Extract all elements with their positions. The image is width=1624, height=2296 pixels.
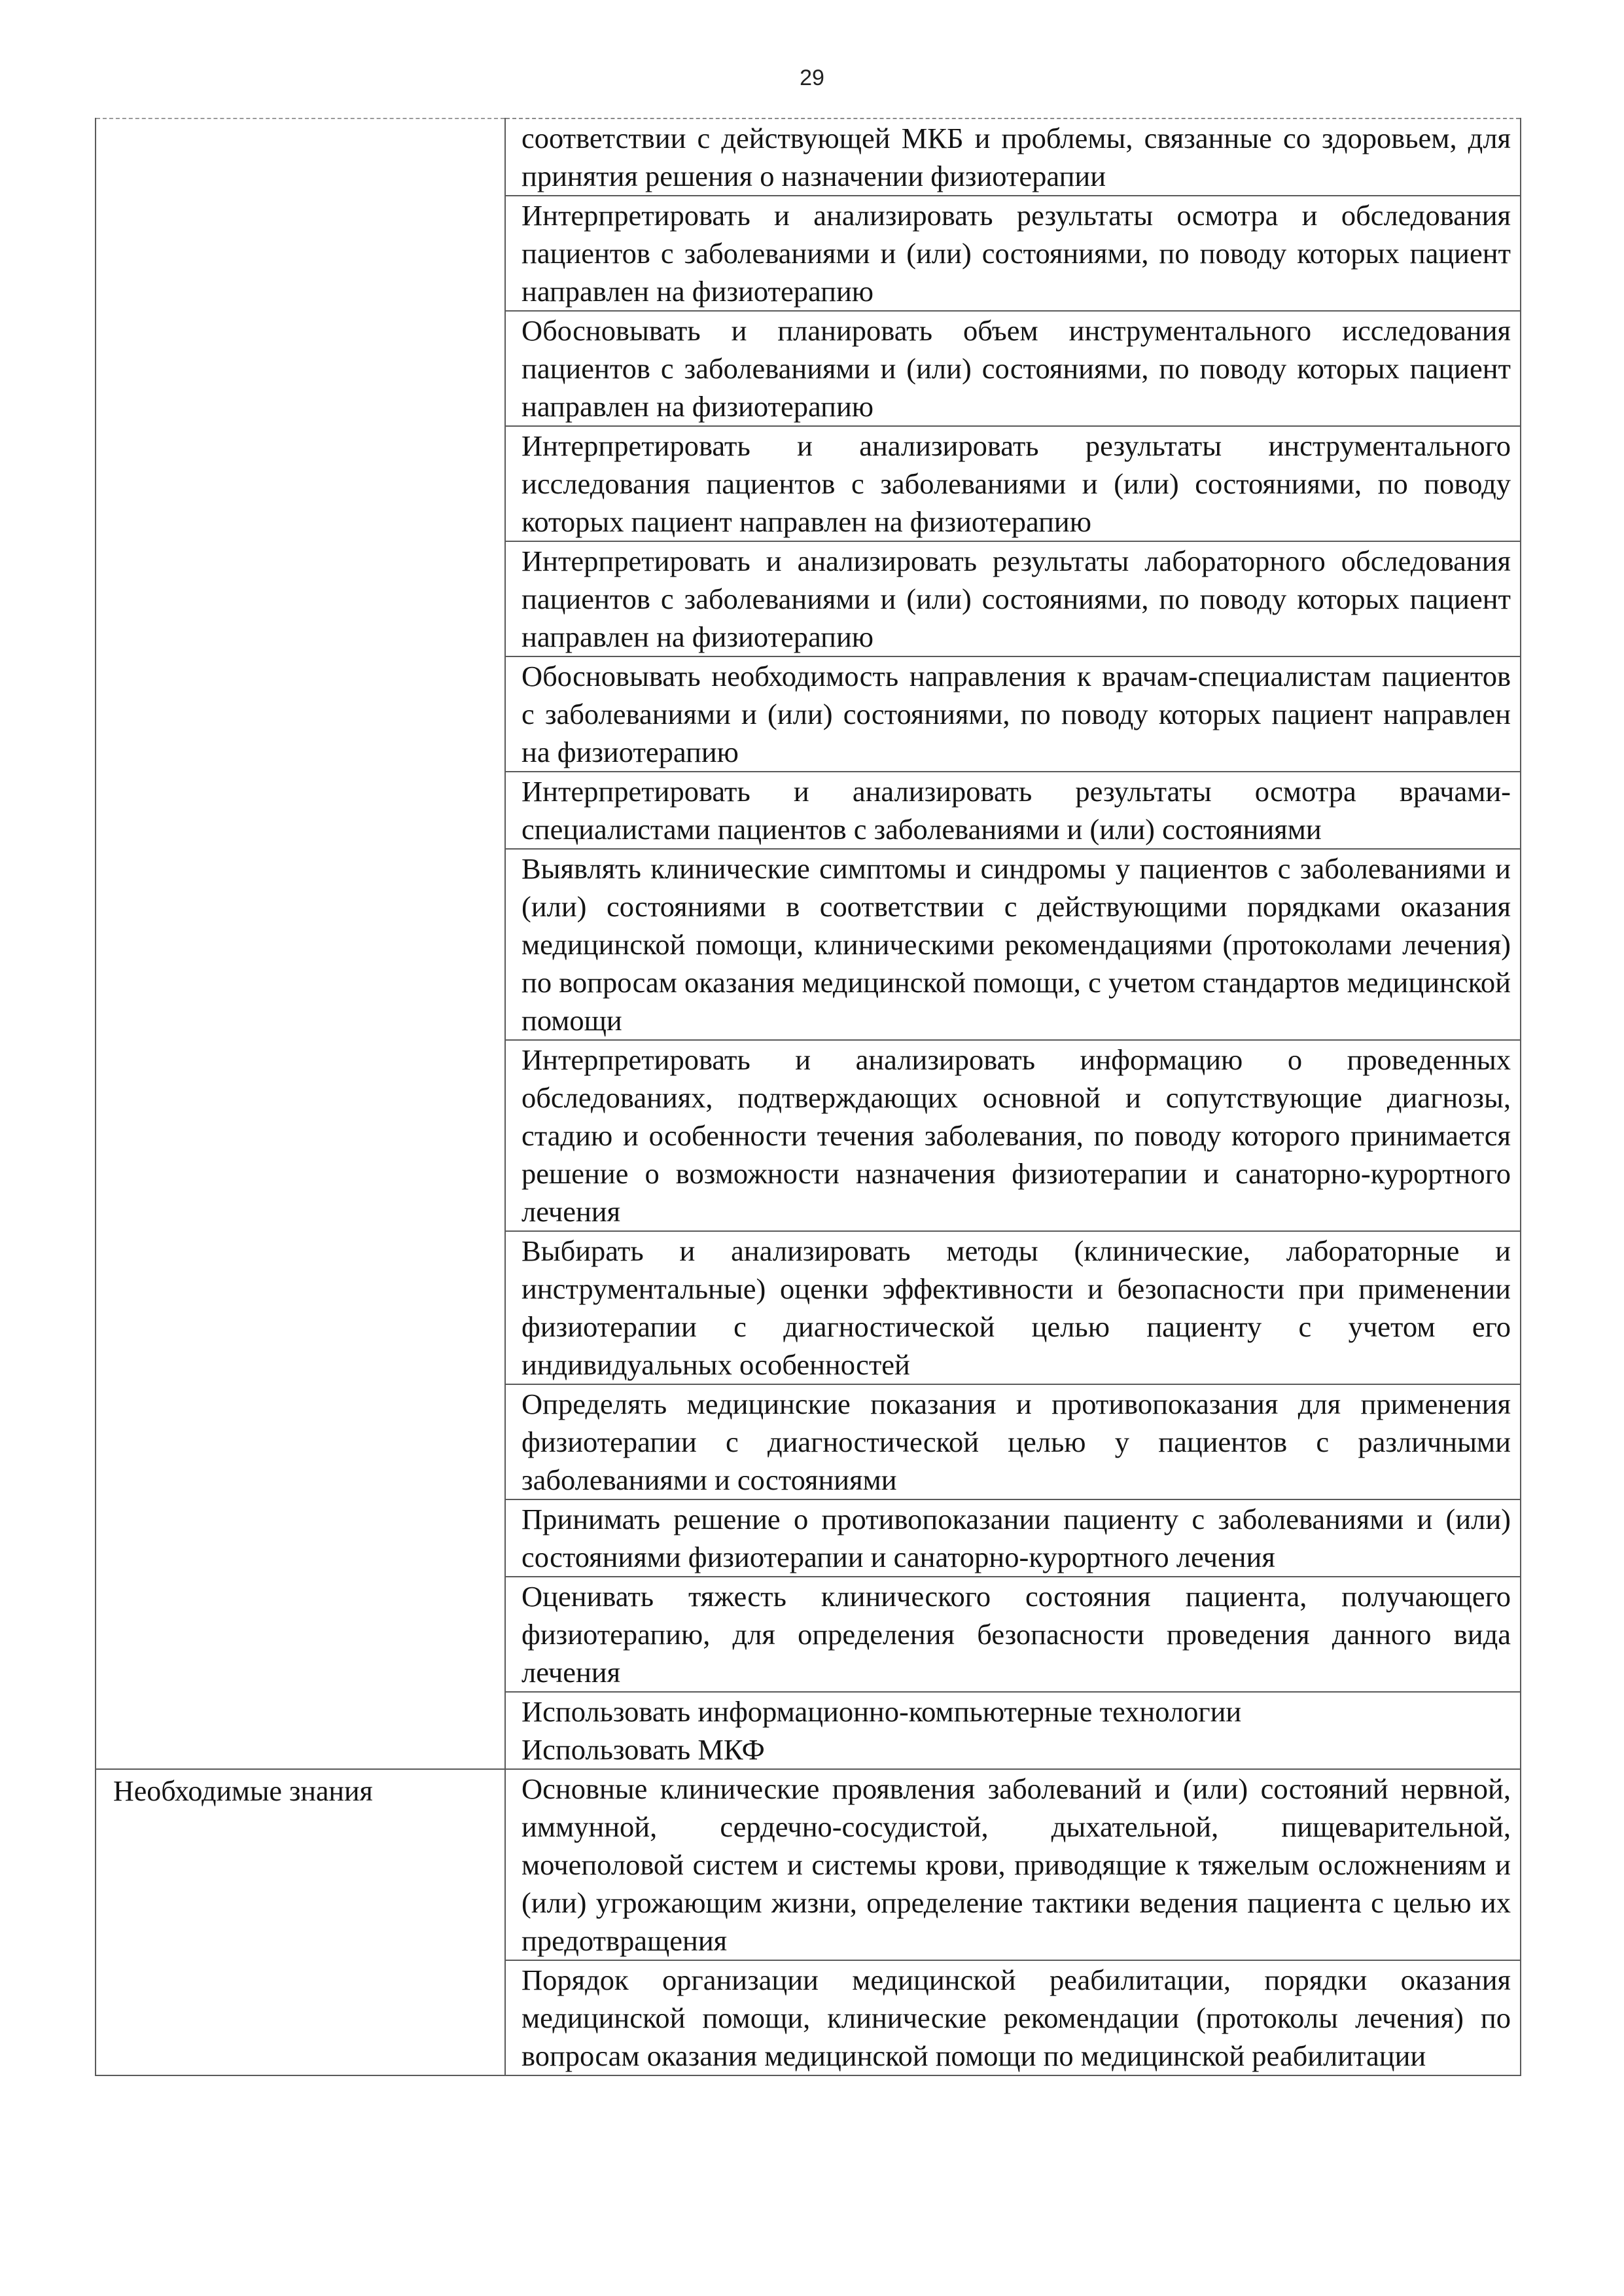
- skill-item: соответствии с действующей МКБ и проблемы, связанные со здоровьем, для принятия решения о назначении физиотерапии: [505, 118, 1521, 196]
- skill-item: Выбирать и анализировать методы (клинические, лабораторные и инструментальные) оценки эффективности и безопасности при применении физиотерапии с диагностической целью пациенту с учетом его индивидуальных особенностей: [505, 1231, 1521, 1384]
- knowledge-item: Основные клинические проявления заболеваний и (или) состояний нервной, иммунной, сердечно-сосудистой, дыхательной, пищеварительной, мочеполовой систем и системы крови, приводящие к тяжелым осложнениям и (или) угрожающим жизни, определение тактики ведения пациента с целью их предотвращения: [505, 1769, 1521, 1960]
- page-number: 29: [800, 65, 824, 90]
- skill-item: Выявлять клинические симптомы и синдромы у пациентов с заболеваниями и (или) состояниями в соответствии с действующими порядками оказания медицинской помощи, клиническими рекомендациями (протоколами лечения) по вопросам оказания медицинской помощи, с учетом стандартов медицинской помощи: [505, 849, 1521, 1040]
- knowledge-item: Порядок организации медицинской реабилитации, порядки оказания медицинской помощи, клинические рекомендации (протоколы лечения) по вопросам оказания медицинской помощи по медицинской реабилитации: [505, 1960, 1521, 2075]
- skill-item: Интерпретировать и анализировать результаты инструментального исследования пациентов с заболеваниями и (или) состояниями, по поводу которых пациент направлен на физиотерапию: [505, 426, 1521, 541]
- skill-line: Использовать МКФ: [521, 1733, 765, 1766]
- skill-item: Интерпретировать и анализировать результаты осмотра врачами-специалистами пациентов с заболеваниями и (или) состояниями: [505, 772, 1521, 849]
- skill-item: Интерпретировать и анализировать результаты лабораторного обследования пациентов с заболеваниями и (или) состояниями, по поводу которых пациент направлен на физиотерапию: [505, 541, 1521, 656]
- table-row: [96, 1769, 1521, 1960]
- skill-item: Интерпретировать и анализировать информацию о проведенных обследованиях, подтверждающих основной и сопутствующие диагнозы, стадию и особенности течения заболевания, по поводу которого принимается решение о возможности назначения физиотерапии и санаторно-курортного лечения: [505, 1040, 1521, 1231]
- skill-item: Обосновывать и планировать объем инструментального исследования пациентов с заболеваниями и (или) состояниями, по поводу которых пациент направлен на физиотерапию: [505, 311, 1521, 426]
- section-label-knowledge: Необходимые знания: [96, 1769, 505, 2075]
- skill-item: Оценивать тяжесть клинического состояния пациента, получающего физиотерапию, для определения безопасности проведения данного вида лечения: [505, 1577, 1521, 1692]
- skill-item-multiline: [505, 1692, 1521, 1769]
- skill-item: Определять медицинские показания и противопоказания для применения физиотерапии с диагностической целью у пациентов с различными заболеваниями и состояниями: [505, 1384, 1521, 1499]
- skill-line: Использовать информационно-компьютерные технологии: [521, 1695, 1242, 1728]
- skills-table: [95, 118, 1521, 2076]
- skill-item: Обосновывать необходимость направления к врачам-специалистам пациентов с заболеваниями и (или) состояниями, по поводу которых пациент направлен на физиотерапию: [505, 656, 1521, 772]
- skill-item: Принимать решение о противопоказании пациенту с заболеваниями и (или) состояниями физиотерапии и санаторно-курортного лечения: [505, 1499, 1521, 1577]
- skill-item: Интерпретировать и анализировать результаты осмотра и обследования пациентов с заболеваниями и (или) состояниями, по поводу которых пациент направлен на физиотерапию: [505, 196, 1521, 311]
- section-label-skills: [96, 118, 505, 1769]
- table-row: [96, 118, 1521, 196]
